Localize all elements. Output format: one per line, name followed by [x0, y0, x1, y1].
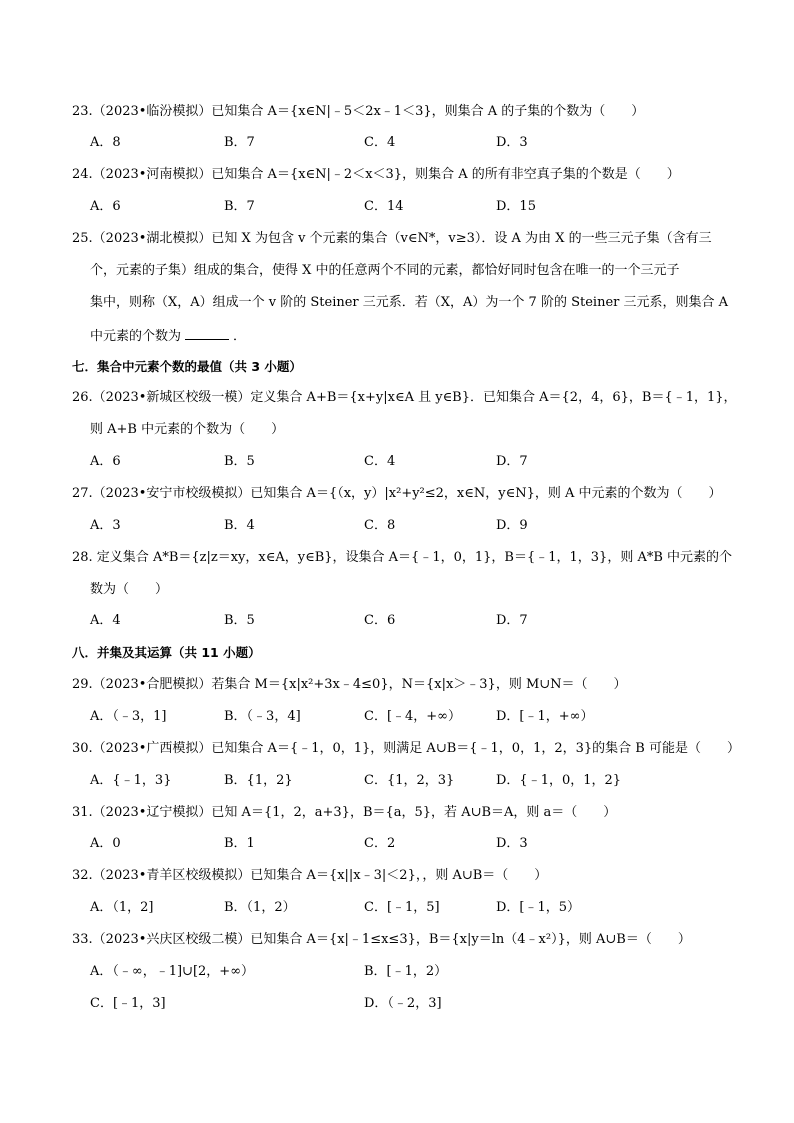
question-30-options [90, 773, 740, 789]
option-d: D．7 [496, 613, 528, 628]
question-31-options [90, 836, 740, 852]
question-30: 30.（2023•广西模拟）已知集合 A＝{﹣1，0，1}，则满足 A∪B＝{﹣1，0，1，2，3}的集合 B 可能是（ ） [72, 741, 740, 756]
answer-blank [185, 327, 229, 340]
question-24: 24.（2023•河南模拟）已知集合 A＝{x∈N|﹣2＜x＜3}，则集合 A 的所有非空真子集的个数是（ ） [72, 167, 680, 182]
question-27-options [90, 518, 740, 534]
option-b: B．5 [224, 613, 255, 628]
question-25-suffix: ． [233, 329, 247, 344]
question-28-line1: 28. 定义集合 A*B＝{z|z＝xy，x∈A，y∈B}，设集合 A＝{﹣1，0，1}，B＝{﹣1，1，3}，则 A*B 中元素的个 [72, 550, 733, 565]
question-26-line1: 26.（2023•新城区校级一模）定义集合 A+B＝{x+y|x∈A 且 y∈B}．已知集合 A＝{2，4，6}，B＝{﹣1，1}， [72, 390, 737, 405]
question-33-options-row2 [90, 996, 740, 1012]
option-a: A．（﹣∞，﹣1]∪[2，+∞） [90, 964, 255, 979]
option-a: A．（1，2] [90, 900, 154, 915]
option-b: B．7 [224, 199, 255, 214]
question-24-options [90, 199, 740, 215]
option-d: D．7 [496, 454, 528, 469]
option-c: C．4 [364, 135, 396, 150]
option-d: D．[﹣1，5） [496, 900, 581, 915]
question-25-line1: 25.（2023•湖北模拟）已知 X 为包含 v 个元素的集合（v∈N*，v≥3）．设 A 为由 X 的一些三元子集（含有三 [72, 231, 712, 246]
question-33-options-row1 [90, 964, 740, 980]
option-c: C．[﹣1，3] [90, 996, 166, 1011]
question-25-prefix: 中元素的个数为 [90, 329, 182, 344]
question-25-line4 [90, 327, 246, 345]
question-32-options [90, 900, 740, 916]
question-32: 32.（2023•青羊区校级模拟）已知集合 A＝{x||x﹣3|＜2}，，则 A∪B＝（ ） [72, 868, 548, 883]
question-26-options [90, 454, 740, 470]
option-a: A．6 [90, 454, 121, 469]
option-d: D．3 [496, 135, 528, 150]
question-28-options [90, 613, 740, 629]
option-d: D．[﹣1，+∞） [496, 709, 594, 724]
question-29-options [90, 709, 740, 725]
option-a: A．{﹣1，3} [90, 773, 172, 788]
option-c: C．6 [364, 613, 396, 628]
question-29: 29.（2023•合肥模拟）若集合 M＝{x|x²+3x﹣4≤0}，N＝{x|x＞﹣3}，则 M∪N＝（ ） [72, 677, 627, 692]
question-25-line3: 集中，则称（X，A）组成一个 v 阶的 Steiner 三元系．若（X，A）为一个 7 阶的 Steiner 三元系，则集合 A [90, 295, 729, 310]
question-28-line2: 数为（ ） [90, 582, 169, 597]
option-b: B．1 [224, 836, 255, 851]
option-d: D．3 [496, 836, 528, 851]
question-26-line2: 则 A+B 中元素的个数为（ ） [90, 422, 285, 437]
option-d: D．15 [496, 199, 536, 214]
question-33: 33.（2023•兴庆区校级二模）已知集合 A＝{x|﹣1≤x≤3}，B＝{x|y＝ln（4﹣x²）}，则 A∪B＝（ ） [72, 932, 691, 947]
option-d: D．{﹣1，0，1，2} [496, 773, 622, 788]
option-b: B．[﹣1，2） [364, 964, 448, 979]
question-25-line2: 个，元素的子集）组成的集合，使得 X 中的任意两个不同的元素，都恰好同时包含在唯一的一个三元子 [90, 263, 680, 278]
option-d: D．（﹣2，3] [364, 996, 442, 1011]
option-a: A．4 [90, 613, 121, 628]
option-a: A．8 [90, 135, 121, 150]
option-c: C．14 [364, 199, 404, 214]
option-b: B．5 [224, 454, 255, 469]
option-b: B．（1，2） [224, 900, 296, 915]
option-c: C．{1，2，3} [364, 773, 455, 788]
section-7-title: 七．集合中元素个数的最值（共 3 小题） [72, 359, 302, 374]
option-a: A．（﹣3，1] [90, 709, 167, 724]
option-a: A．3 [90, 518, 121, 533]
option-b: B．{1，2} [224, 773, 293, 788]
option-b: B．（﹣3，4] [224, 709, 301, 724]
option-c: C．4 [364, 454, 396, 469]
question-23-options [90, 135, 740, 151]
question-31: 31.（2023•辽宁模拟）已知 A＝{1，2，a+3}，B＝{a，5}，若 A∪B＝A，则 a＝（ ） [72, 805, 617, 820]
question-27: 27.（2023•安宁市校级模拟）已知集合 A＝{（x，y）|x²+y²≤2，x∈N，y∈N}，则 A 中元素的个数为（ ） [72, 486, 722, 501]
option-c: C．2 [364, 836, 396, 851]
option-b: B．7 [224, 135, 255, 150]
option-a: A．0 [90, 836, 121, 851]
option-a: A．6 [90, 199, 121, 214]
option-b: B．4 [224, 518, 255, 533]
section-8-title: 八．并集及其运算（共 11 小题） [72, 645, 261, 660]
option-d: D．9 [496, 518, 528, 533]
option-c: C．8 [364, 518, 396, 533]
option-c: C．[﹣4，+∞） [364, 709, 462, 724]
option-c: C．[﹣1，5] [364, 900, 440, 915]
question-23: 23.（2023•临汾模拟）已知集合 A＝{x∈N|﹣5＜2x﹣1＜3}，则集合 A 的子集的个数为（ ） [72, 104, 645, 119]
